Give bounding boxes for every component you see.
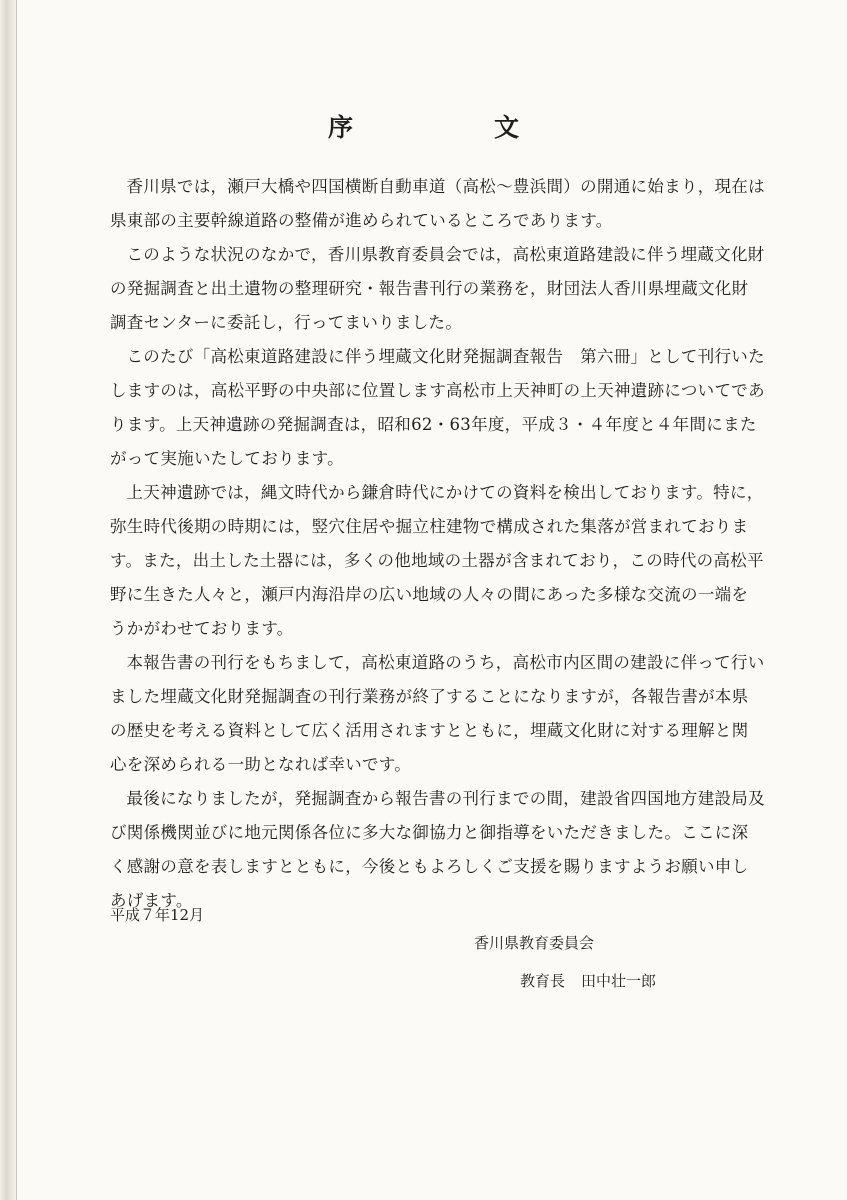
paragraph-4: 上天神遺跡では，縄文時代から鎌倉時代にかけての資料を検出しております。特に，弥生時代後期の時期には，竪穴住居や掘立柱建物で構成された集落が営まれております。また，出土した土器には，多くの他地域の土器が含まれており，この時代の高松平野に生きた人々と，瀬戸内海沿岸の広い地域の人々の間にあった多様な交流の一端をうかがわせております。 bbox=[110, 483, 764, 638]
paragraph-2: このような状況のなかで，香川県教育委員会では，高松東道路建設に伴う埋蔵文化財の発掘調査と出土遺物の整理研究・報告書刊行の業務を，財団法人香川県埋蔵文化財調査センターに委託し，行ってまいりました。 bbox=[110, 245, 765, 332]
preface-body bbox=[110, 170, 765, 918]
page-title: 序 文 bbox=[327, 113, 577, 142]
signer-title: 教育長 bbox=[520, 972, 566, 990]
paragraph-3: このたび「高松東道路建設に伴う埋蔵文化財発掘調査報告 第六冊」として刊行いたしますのは，高松平野の中央部に位置します高松市上天神町の上天神遺跡についてであります。上天神遺跡の発掘調査は，昭和62・63年度，平成３・４年度と４年間にまたがって実施いたしております。 bbox=[110, 347, 765, 468]
paragraph-1: 香川県では，瀬戸大橋や四国横断自動車道（高松〜豊浜間）の開通に始まり，現在は県東部の主要幹線道路の整備が進められているところであります。 bbox=[110, 177, 765, 230]
paragraph-5: 本報告書の刊行をもちまして，高松東道路のうち，高松市内区間の建設に伴って行いました埋蔵文化財発掘調査の刊行業務が終了することになりますが，各報告書が本県の歴史を考える資料として広く活用されますとともに，埋蔵文化財に対する理解と関心を深められる一助となれば幸いです。 bbox=[110, 653, 765, 774]
issue-date: 平成７年12月 bbox=[110, 906, 205, 924]
signer-name: 田中壮一郎 bbox=[581, 972, 657, 990]
page-binding-edge bbox=[0, 0, 17, 1200]
organization-name: 香川県教育委員会 bbox=[474, 934, 595, 952]
signature-line bbox=[520, 966, 656, 996]
paragraph-6: 最後になりましたが，発掘調査から報告書の刊行までの間，建設省四国地方建設局及び関係機関並びに地元関係各位に多大な御協力と御指導をいただきました。ここに深く感謝の意を表しますとともに，今後ともよろしくご支援を賜りますようお願い申しあげます。 bbox=[110, 789, 765, 910]
